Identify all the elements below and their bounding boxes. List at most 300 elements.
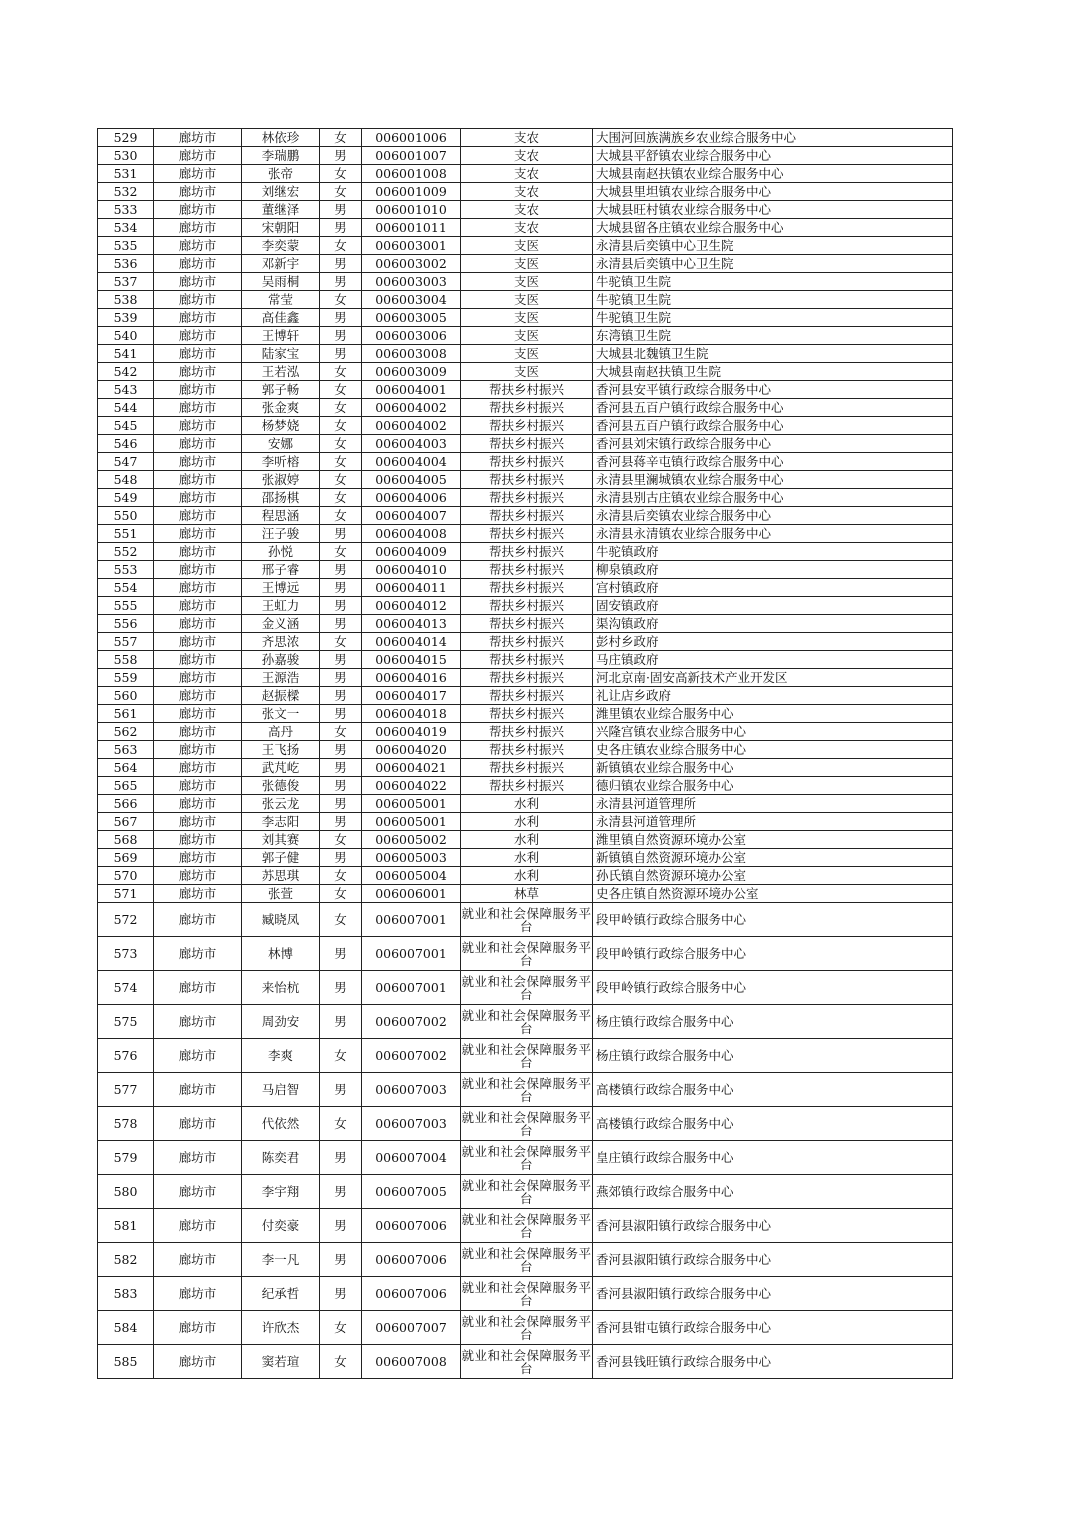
- cell-position-code: 006004004: [362, 453, 461, 471]
- cell-service-type: 帮扶乡村振兴: [461, 435, 593, 453]
- cell-service-type: 帮扶乡村振兴: [461, 597, 593, 615]
- cell-gender: 男: [320, 219, 362, 237]
- cell-gender: 女: [320, 129, 362, 147]
- cell-service-type: 就业和社会保障服务平台: [461, 971, 593, 1005]
- cell-row-number: 532: [98, 183, 154, 201]
- cell-name: 赵振樑: [242, 687, 320, 705]
- cell-position-code: 006004017: [362, 687, 461, 705]
- cell-row-number: 565: [98, 777, 154, 795]
- cell-service-type: 帮扶乡村振兴: [461, 417, 593, 435]
- cell-position-code: 006004008: [362, 525, 461, 543]
- cell-name: 林依珍: [242, 129, 320, 147]
- cell-name: 邵扬棋: [242, 489, 320, 507]
- cell-work-unit: 渠沟镇政府: [593, 615, 953, 633]
- cell-work-unit: 大城县留各庄镇农业综合服务中心: [593, 219, 953, 237]
- table-row: [98, 237, 953, 255]
- cell-gender: 男: [320, 579, 362, 597]
- cell-city: 廊坊市: [154, 417, 242, 435]
- cell-gender: 男: [320, 651, 362, 669]
- cell-city: 廊坊市: [154, 885, 242, 903]
- cell-position-code: 006004007: [362, 507, 461, 525]
- cell-position-code: 006005004: [362, 867, 461, 885]
- cell-work-unit: 段甲岭镇行政综合服务中心: [593, 971, 953, 1005]
- cell-service-type: 帮扶乡村振兴: [461, 633, 593, 651]
- cell-name: 王飞扬: [242, 741, 320, 759]
- cell-name: 张萱: [242, 885, 320, 903]
- cell-name: 李一凡: [242, 1243, 320, 1277]
- table-row: [98, 777, 953, 795]
- cell-work-unit: 香河县五百户镇行政综合服务中心: [593, 417, 953, 435]
- cell-position-code: 006001007: [362, 147, 461, 165]
- cell-gender: 男: [320, 597, 362, 615]
- cell-gender: 女: [320, 867, 362, 885]
- cell-gender: 女: [320, 1039, 362, 1073]
- cell-row-number: 561: [98, 705, 154, 723]
- table-row: [98, 759, 953, 777]
- cell-gender: 女: [320, 417, 362, 435]
- cell-city: 廊坊市: [154, 507, 242, 525]
- cell-name: 郭子畅: [242, 381, 320, 399]
- cell-row-number: 551: [98, 525, 154, 543]
- cell-city: 廊坊市: [154, 345, 242, 363]
- cell-name: 邓新宇: [242, 255, 320, 273]
- cell-service-type: 就业和社会保障服务平台: [461, 1073, 593, 1107]
- cell-city: 廊坊市: [154, 651, 242, 669]
- table-row: [98, 687, 953, 705]
- cell-gender: 男: [320, 273, 362, 291]
- cell-name: 刘继宏: [242, 183, 320, 201]
- table-row: [98, 579, 953, 597]
- cell-row-number: 535: [98, 237, 154, 255]
- cell-position-code: 006001010: [362, 201, 461, 219]
- table-row: [98, 1209, 953, 1243]
- cell-work-unit: 香河县淑阳镇行政综合服务中心: [593, 1243, 953, 1277]
- cell-position-code: 006007002: [362, 1005, 461, 1039]
- cell-name: 王若泓: [242, 363, 320, 381]
- cell-position-code: 006004010: [362, 561, 461, 579]
- cell-work-unit: 潍里镇农业综合服务中心: [593, 705, 953, 723]
- cell-name: 邢子睿: [242, 561, 320, 579]
- cell-name: 王虹力: [242, 597, 320, 615]
- cell-row-number: 545: [98, 417, 154, 435]
- table-row: [98, 291, 953, 309]
- cell-name: 付奕豪: [242, 1209, 320, 1243]
- cell-work-unit: 大围河回族满族乡农业综合服务中心: [593, 129, 953, 147]
- cell-row-number: 558: [98, 651, 154, 669]
- cell-gender: 男: [320, 255, 362, 273]
- cell-work-unit: 高楼镇行政综合服务中心: [593, 1107, 953, 1141]
- cell-row-number: 571: [98, 885, 154, 903]
- cell-service-type: 就业和社会保障服务平台: [461, 1209, 593, 1243]
- cell-city: 廊坊市: [154, 867, 242, 885]
- cell-gender: 男: [320, 345, 362, 363]
- cell-row-number: 564: [98, 759, 154, 777]
- cell-row-number: 548: [98, 471, 154, 489]
- cell-city: 廊坊市: [154, 741, 242, 759]
- cell-position-code: 006004016: [362, 669, 461, 687]
- cell-position-code: 006005001: [362, 795, 461, 813]
- cell-position-code: 006004012: [362, 597, 461, 615]
- cell-position-code: 006004001: [362, 381, 461, 399]
- cell-position-code: 006004021: [362, 759, 461, 777]
- cell-work-unit: 段甲岭镇行政综合服务中心: [593, 937, 953, 971]
- table-row: [98, 1005, 953, 1039]
- cell-row-number: 573: [98, 937, 154, 971]
- cell-gender: 女: [320, 471, 362, 489]
- cell-work-unit: 兴隆宫镇农业综合服务中心: [593, 723, 953, 741]
- table-row: [98, 1039, 953, 1073]
- cell-city: 廊坊市: [154, 1141, 242, 1175]
- table-row: [98, 633, 953, 651]
- cell-position-code: 006003002: [362, 255, 461, 273]
- cell-city: 廊坊市: [154, 597, 242, 615]
- cell-row-number: 574: [98, 971, 154, 1005]
- cell-city: 廊坊市: [154, 1107, 242, 1141]
- cell-work-unit: 大城县南赵扶镇卫生院: [593, 363, 953, 381]
- cell-work-unit: 大城县南赵扶镇农业综合服务中心: [593, 165, 953, 183]
- cell-row-number: 576: [98, 1039, 154, 1073]
- cell-service-type: 支农: [461, 201, 593, 219]
- cell-position-code: 006004022: [362, 777, 461, 795]
- table-row: [98, 435, 953, 453]
- cell-gender: 男: [320, 741, 362, 759]
- cell-row-number: 578: [98, 1107, 154, 1141]
- cell-city: 廊坊市: [154, 363, 242, 381]
- cell-gender: 男: [320, 813, 362, 831]
- cell-name: 来怡杭: [242, 971, 320, 1005]
- cell-name: 李志阳: [242, 813, 320, 831]
- table-row: [98, 381, 953, 399]
- table-row: [98, 1311, 953, 1345]
- table-row: [98, 903, 953, 937]
- cell-work-unit: 大城县里坦镇农业综合服务中心: [593, 183, 953, 201]
- cell-position-code: 006003003: [362, 273, 461, 291]
- cell-position-code: 006007006: [362, 1243, 461, 1277]
- cell-work-unit: 永清县后奕镇中心卫生院: [593, 237, 953, 255]
- cell-gender: 男: [320, 705, 362, 723]
- cell-gender: 男: [320, 147, 362, 165]
- cell-row-number: 583: [98, 1277, 154, 1311]
- cell-service-type: 帮扶乡村振兴: [461, 759, 593, 777]
- cell-work-unit: 香河县钱旺镇行政综合服务中心: [593, 1345, 953, 1379]
- cell-position-code: 006006001: [362, 885, 461, 903]
- cell-row-number: 540: [98, 327, 154, 345]
- cell-position-code: 006001008: [362, 165, 461, 183]
- table-row: [98, 525, 953, 543]
- cell-work-unit: 东湾镇卫生院: [593, 327, 953, 345]
- cell-name: 代依然: [242, 1107, 320, 1141]
- cell-position-code: 006001006: [362, 129, 461, 147]
- cell-name: 常莹: [242, 291, 320, 309]
- table-row: [98, 1175, 953, 1209]
- table-row: [98, 937, 953, 971]
- cell-work-unit: 牛驼镇卫生院: [593, 291, 953, 309]
- table-row: [98, 273, 953, 291]
- cell-gender: 女: [320, 363, 362, 381]
- cell-gender: 女: [320, 885, 362, 903]
- cell-row-number: 542: [98, 363, 154, 381]
- cell-row-number: 531: [98, 165, 154, 183]
- cell-city: 廊坊市: [154, 1175, 242, 1209]
- cell-city: 廊坊市: [154, 543, 242, 561]
- cell-row-number: 529: [98, 129, 154, 147]
- cell-city: 廊坊市: [154, 1005, 242, 1039]
- cell-work-unit: 燕郊镇行政综合服务中心: [593, 1175, 953, 1209]
- cell-work-unit: 彭村乡政府: [593, 633, 953, 651]
- cell-gender: 女: [320, 399, 362, 417]
- cell-work-unit: 香河县刘宋镇行政综合服务中心: [593, 435, 953, 453]
- cell-service-type: 支农: [461, 165, 593, 183]
- cell-name: 吴雨桐: [242, 273, 320, 291]
- table-row: [98, 561, 953, 579]
- cell-city: 廊坊市: [154, 165, 242, 183]
- table-row: [98, 363, 953, 381]
- cell-position-code: 006005002: [362, 831, 461, 849]
- cell-city: 廊坊市: [154, 201, 242, 219]
- cell-service-type: 就业和社会保障服务平台: [461, 1005, 593, 1039]
- cell-name: 马启智: [242, 1073, 320, 1107]
- cell-gender: 男: [320, 937, 362, 971]
- cell-position-code: 006004020: [362, 741, 461, 759]
- cell-position-code: 006004019: [362, 723, 461, 741]
- cell-city: 廊坊市: [154, 489, 242, 507]
- cell-city: 廊坊市: [154, 759, 242, 777]
- cell-row-number: 566: [98, 795, 154, 813]
- cell-row-number: 552: [98, 543, 154, 561]
- cell-city: 廊坊市: [154, 669, 242, 687]
- cell-service-type: 帮扶乡村振兴: [461, 507, 593, 525]
- cell-service-type: 帮扶乡村振兴: [461, 381, 593, 399]
- cell-service-type: 帮扶乡村振兴: [461, 471, 593, 489]
- cell-service-type: 支医: [461, 309, 593, 327]
- cell-position-code: 006004014: [362, 633, 461, 651]
- cell-gender: 男: [320, 1073, 362, 1107]
- table-row: [98, 471, 953, 489]
- cell-position-code: 006004005: [362, 471, 461, 489]
- cell-work-unit: 段甲岭镇行政综合服务中心: [593, 903, 953, 937]
- cell-row-number: 585: [98, 1345, 154, 1379]
- cell-position-code: 006007008: [362, 1345, 461, 1379]
- cell-service-type: 林草: [461, 885, 593, 903]
- cell-service-type: 水利: [461, 867, 593, 885]
- cell-name: 陈奕君: [242, 1141, 320, 1175]
- cell-city: 廊坊市: [154, 615, 242, 633]
- cell-name: 李宇翔: [242, 1175, 320, 1209]
- table-row: [98, 705, 953, 723]
- cell-gender: 女: [320, 435, 362, 453]
- table-row: [98, 255, 953, 273]
- cell-name: 窦若瑄: [242, 1345, 320, 1379]
- cell-city: 廊坊市: [154, 237, 242, 255]
- cell-city: 廊坊市: [154, 561, 242, 579]
- cell-work-unit: 牛驼镇政府: [593, 543, 953, 561]
- cell-work-unit: 永清县里澜城镇农业综合服务中心: [593, 471, 953, 489]
- cell-gender: 女: [320, 237, 362, 255]
- table-row: [98, 507, 953, 525]
- cell-city: 廊坊市: [154, 971, 242, 1005]
- cell-work-unit: 香河县蒋辛屯镇行政综合服务中心: [593, 453, 953, 471]
- table-row: [98, 1141, 953, 1175]
- cell-name: 张云龙: [242, 795, 320, 813]
- cell-service-type: 就业和社会保障服务平台: [461, 903, 593, 937]
- cell-service-type: 支医: [461, 291, 593, 309]
- table-row: [98, 489, 953, 507]
- cell-row-number: 581: [98, 1209, 154, 1243]
- table-row: [98, 399, 953, 417]
- cell-name: 张帝: [242, 165, 320, 183]
- cell-work-unit: 永清县后奕镇农业综合服务中心: [593, 507, 953, 525]
- cell-work-unit: 河北京南·固安高新技术产业开发区: [593, 669, 953, 687]
- cell-name: 李听榕: [242, 453, 320, 471]
- cell-gender: 女: [320, 1345, 362, 1379]
- cell-row-number: 539: [98, 309, 154, 327]
- cell-city: 廊坊市: [154, 723, 242, 741]
- cell-city: 廊坊市: [154, 903, 242, 937]
- cell-gender: 男: [320, 561, 362, 579]
- cell-city: 廊坊市: [154, 147, 242, 165]
- cell-position-code: 006001009: [362, 183, 461, 201]
- cell-name: 汪子骏: [242, 525, 320, 543]
- cell-row-number: 550: [98, 507, 154, 525]
- cell-work-unit: 史各庄镇农业综合服务中心: [593, 741, 953, 759]
- cell-gender: 男: [320, 669, 362, 687]
- cell-work-unit: 德归镇农业综合服务中心: [593, 777, 953, 795]
- cell-city: 廊坊市: [154, 1073, 242, 1107]
- table-row: [98, 1073, 953, 1107]
- cell-gender: 女: [320, 291, 362, 309]
- table-row: [98, 867, 953, 885]
- cell-city: 廊坊市: [154, 525, 242, 543]
- table-row: [98, 813, 953, 831]
- cell-service-type: 支医: [461, 237, 593, 255]
- cell-row-number: 537: [98, 273, 154, 291]
- cell-row-number: 577: [98, 1073, 154, 1107]
- cell-row-number: 579: [98, 1141, 154, 1175]
- cell-service-type: 就业和社会保障服务平台: [461, 1345, 593, 1379]
- cell-service-type: 就业和社会保障服务平台: [461, 1141, 593, 1175]
- cell-city: 廊坊市: [154, 849, 242, 867]
- cell-city: 廊坊市: [154, 399, 242, 417]
- cell-service-type: 支医: [461, 273, 593, 291]
- cell-service-type: 支农: [461, 129, 593, 147]
- cell-position-code: 006004002: [362, 417, 461, 435]
- cell-position-code: 006007003: [362, 1107, 461, 1141]
- cell-position-code: 006003009: [362, 363, 461, 381]
- cell-city: 廊坊市: [154, 309, 242, 327]
- table-row: [98, 795, 953, 813]
- cell-gender: 男: [320, 795, 362, 813]
- cell-work-unit: 新镇镇自然资源环境办公室: [593, 849, 953, 867]
- cell-position-code: 006007004: [362, 1141, 461, 1175]
- cell-position-code: 006003006: [362, 327, 461, 345]
- cell-name: 李瑞鹏: [242, 147, 320, 165]
- cell-row-number: 544: [98, 399, 154, 417]
- cell-service-type: 帮扶乡村振兴: [461, 777, 593, 795]
- cell-name: 王博远: [242, 579, 320, 597]
- cell-gender: 女: [320, 831, 362, 849]
- table-row: [98, 1345, 953, 1379]
- cell-work-unit: 永清县后奕镇中心卫生院: [593, 255, 953, 273]
- cell-work-unit: 香河县安平镇行政综合服务中心: [593, 381, 953, 399]
- cell-gender: 男: [320, 759, 362, 777]
- table-row: [98, 129, 953, 147]
- cell-service-type: 支医: [461, 327, 593, 345]
- cell-gender: 男: [320, 525, 362, 543]
- cell-name: 张德俊: [242, 777, 320, 795]
- cell-row-number: 533: [98, 201, 154, 219]
- cell-service-type: 帮扶乡村振兴: [461, 741, 593, 759]
- cell-name: 杨梦娆: [242, 417, 320, 435]
- cell-position-code: 006007003: [362, 1073, 461, 1107]
- cell-row-number: 580: [98, 1175, 154, 1209]
- cell-work-unit: 牛驼镇卫生院: [593, 309, 953, 327]
- cell-work-unit: 永清县河道管理所: [593, 795, 953, 813]
- cell-row-number: 567: [98, 813, 154, 831]
- cell-row-number: 554: [98, 579, 154, 597]
- cell-name: 陆家宝: [242, 345, 320, 363]
- cell-name: 王源浩: [242, 669, 320, 687]
- cell-name: 纪承哲: [242, 1277, 320, 1311]
- cell-service-type: 帮扶乡村振兴: [461, 453, 593, 471]
- cell-name: 孙嘉骏: [242, 651, 320, 669]
- cell-row-number: 569: [98, 849, 154, 867]
- cell-city: 廊坊市: [154, 381, 242, 399]
- cell-gender: 男: [320, 971, 362, 1005]
- cell-work-unit: 永清县别古庄镇农业综合服务中心: [593, 489, 953, 507]
- cell-gender: 男: [320, 1243, 362, 1277]
- cell-city: 廊坊市: [154, 705, 242, 723]
- cell-city: 廊坊市: [154, 777, 242, 795]
- table-row: [98, 831, 953, 849]
- cell-work-unit: 香河县钳屯镇行政综合服务中心: [593, 1311, 953, 1345]
- cell-position-code: 006007001: [362, 971, 461, 1005]
- cell-name: 张文一: [242, 705, 320, 723]
- cell-work-unit: 宫村镇政府: [593, 579, 953, 597]
- cell-row-number: 568: [98, 831, 154, 849]
- roster-table: [97, 128, 953, 1379]
- cell-service-type: 就业和社会保障服务平台: [461, 1175, 593, 1209]
- cell-service-type: 就业和社会保障服务平台: [461, 937, 593, 971]
- cell-city: 廊坊市: [154, 273, 242, 291]
- cell-row-number: 562: [98, 723, 154, 741]
- cell-name: 许欣杰: [242, 1311, 320, 1345]
- cell-city: 廊坊市: [154, 129, 242, 147]
- cell-city: 廊坊市: [154, 687, 242, 705]
- cell-gender: 女: [320, 633, 362, 651]
- cell-gender: 女: [320, 543, 362, 561]
- cell-city: 廊坊市: [154, 1277, 242, 1311]
- cell-name: 张淑婷: [242, 471, 320, 489]
- cell-row-number: 547: [98, 453, 154, 471]
- cell-gender: 女: [320, 723, 362, 741]
- cell-row-number: 582: [98, 1243, 154, 1277]
- cell-service-type: 帮扶乡村振兴: [461, 669, 593, 687]
- cell-service-type: 帮扶乡村振兴: [461, 705, 593, 723]
- cell-work-unit: 礼让店乡政府: [593, 687, 953, 705]
- cell-service-type: 支医: [461, 345, 593, 363]
- table-row: [98, 543, 953, 561]
- table-row: [98, 309, 953, 327]
- cell-work-unit: 杨庄镇行政综合服务中心: [593, 1005, 953, 1039]
- cell-service-type: 水利: [461, 813, 593, 831]
- cell-service-type: 支农: [461, 219, 593, 237]
- cell-name: 臧晓凤: [242, 903, 320, 937]
- cell-position-code: 006007006: [362, 1277, 461, 1311]
- cell-city: 廊坊市: [154, 633, 242, 651]
- cell-position-code: 006003004: [362, 291, 461, 309]
- cell-work-unit: 柳泉镇政府: [593, 561, 953, 579]
- table-row: [98, 669, 953, 687]
